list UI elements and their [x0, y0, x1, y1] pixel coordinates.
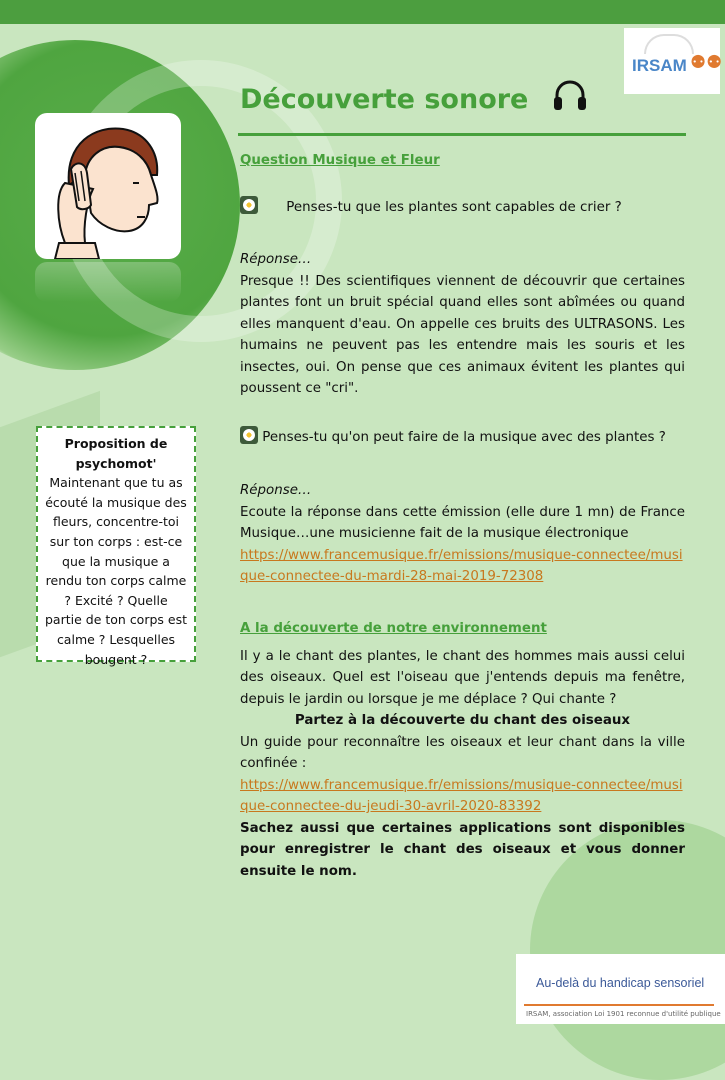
question-2	[240, 426, 685, 449]
environment-paragraph-1: Il y a le chant des plantes, le chant des hommes mais aussi celui des oiseaux. Quel est l'oiseau que j'entends depuis ma fenêtre, depuis le jardin ou lorsque je me déplace ? Qui chante ?	[240, 648, 685, 707]
footer-legal: IRSAM, association Loi 1901 reconnue d'utilité publique	[526, 1010, 721, 1018]
logo-text: IRSAM	[632, 56, 687, 75]
answer-2-label: Réponse…	[240, 483, 312, 498]
section-environment	[240, 618, 685, 882]
answer-1	[240, 249, 685, 400]
irsam-logo	[624, 28, 723, 94]
footer-banner	[516, 954, 725, 1024]
logo-arch-icon	[644, 34, 694, 54]
answer-1-text: Presque !! Des scientifiques viennent de découvrir que certaines plantes font un bruit spécial quand elles sont abîmées ou quand elles manquent d'eau. On appelle ces bruits des ULTRASONS. Les humains ne peuvent pas les entendre mais les souris et les insectes, oui. On pense que ces animaux évitent les plantes qui poussent ce "cri".	[240, 273, 685, 396]
section-question-music-flower	[240, 150, 685, 172]
question-1-text: Penses-tu que les plantes sont capables de crier ?	[286, 200, 622, 215]
question-2-text: Penses-tu qu'on peut faire de la musique avec des plantes ?	[262, 430, 666, 445]
footer-slogan: Au-delà du handicap sensoriel	[536, 976, 705, 990]
france-musique-link-1[interactable]: https://www.francemusique.fr/emissions/musique-connectee/musique-connectee-du-mardi-28-mai-2019-72308	[240, 547, 683, 584]
page-title: Découverte sonore	[240, 84, 529, 115]
logo-figures-icon: ⚉⚉	[690, 52, 723, 73]
question-1	[240, 196, 685, 219]
title-divider	[238, 133, 686, 136]
section-heading-environment: A la découverte de notre environnement	[240, 621, 547, 636]
psychomot-title: Proposition de psychomot'	[64, 436, 168, 471]
footer-divider	[524, 1004, 714, 1006]
answer-2	[240, 480, 685, 588]
birds-subheading: Partez à la découverte du chant des oiseaux	[294, 713, 631, 728]
avatar-reflection	[35, 262, 181, 302]
environment-paragraph-2: Un guide pour reconnaître les oiseaux et leur chant dans la ville confinée :	[240, 734, 685, 771]
listening-person-illustration	[35, 113, 181, 259]
france-musique-link-2[interactable]: https://www.francemusique.fr/emissions/musique-connectee/musique-connectee-du-jeudi-30-avril-2020-83392	[240, 777, 683, 814]
headphones-icon	[552, 78, 588, 112]
psychomot-proposal-box	[36, 426, 196, 667]
listening-person-icon	[35, 113, 181, 259]
daisy-icon	[240, 196, 258, 214]
psychomot-text: Maintenant que tu as écouté la musique des fleurs, concentre-toi sur ton corps : est-ce que la musique a rendu ton corps calme ? Excité ? Quelle partie de ton corps est calme ? Lesquelles bougent ?	[45, 475, 187, 667]
top-bar	[0, 0, 725, 24]
answer-2-text: Ecoute la réponse dans cette émission (elle dure 1 mn) de France Musique…une musicienne fait de la musique électronique	[240, 504, 685, 541]
section-heading-music-flower: Question Musique et Fleur	[240, 153, 440, 168]
daisy-icon	[240, 426, 258, 444]
answer-1-label: Réponse…	[240, 252, 312, 267]
environment-paragraph-3: Sachez aussi que certaines applications sont disponibles pour enregistrer le chant des oiseaux et vous donner ensuite le nom.	[240, 820, 685, 879]
